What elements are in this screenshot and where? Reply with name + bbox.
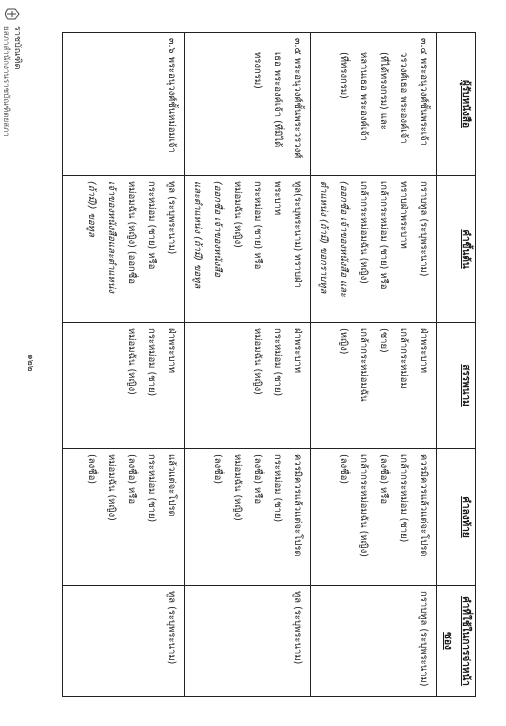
cell-text-line: เกล้ากระหม่อมฉัน (358, 328, 369, 402)
cell-text-line: (หญิง) (338, 328, 349, 355)
header-pronoun: สรรพนาม (437, 323, 476, 449)
cell-closing (185, 449, 311, 586)
cell-text-line: (ชาย) (378, 328, 389, 353)
cell-text-line: หม่อมฉัน (หญิง) (106, 454, 117, 521)
cell-text-line: กระหม่อม (ชาย) (272, 454, 283, 523)
cell-text-line: ทูล (ระบุพระนาม) (292, 591, 303, 665)
cell-text-line: กระหม่อม (ชาย) (146, 454, 157, 523)
cell-text-line: ตำแหน่ง (ถ้ามี) ขอกราบทูล (318, 181, 329, 294)
header-envelope: คำที่ใช้ในการจ่าหน้าซอง (437, 586, 476, 697)
cell-text-line: (ออกชื่อ เจ้าของหนังสือ และ (338, 181, 349, 297)
table-body (63, 33, 437, 697)
cell-pronoun (185, 323, 311, 449)
cell-text-line: แล้วแต่จะโปรด (166, 454, 177, 517)
header-opening: คำขึ้นต้น (437, 176, 476, 323)
cell-text-line: กระหม่อม (ชาย) (146, 328, 157, 397)
cell-text-line: (ลงชื่อ) (338, 454, 349, 485)
cell-opening (311, 176, 437, 323)
cell-text-line: เกล้ากระหม่อม (ชาย) หรือ (378, 181, 389, 290)
cell-text-line: ๓.๕ พระอนุวงศ์ชั้นพระวรวงศ์ (292, 38, 303, 159)
cell-text-line: (ลงชื่อ) (86, 454, 97, 485)
cell-pronoun (311, 323, 437, 449)
cell-text-line: กราบทูล (ระบุพระนาม) (418, 181, 429, 277)
cell-text-line: ทูล (ระบุพระนาม) (166, 591, 177, 665)
cell-text-line: ฝ่าพระบาท (292, 328, 303, 373)
cell-text-line: (ลงชื่อ) (212, 454, 223, 485)
header-row (437, 33, 476, 697)
cell-text-line: (ลงชื่อ) หรือ (378, 454, 389, 505)
cell-text-line: เธอ พระองค์เจ้า (ที่มิได้ (272, 52, 283, 148)
cell-text-line: พระบาท (272, 181, 283, 216)
cell-recipient (63, 33, 185, 176)
cell-text-line: ทูล(ระบุพระนาม) ทราบฝ่า (292, 181, 303, 288)
cell-text-line: เกล้ากระหม่อม (ชาย) (398, 454, 409, 543)
cell-text-line: ทรงกรม) (252, 52, 263, 89)
cell-text-line: ฝ่าพระบาท (166, 328, 177, 373)
cell-text-line: (ถ้ามี)) ขอทูล (86, 181, 97, 237)
cell-text-line: ๓.๖ พระอนุวงศ์ชั้นหม่อมเจ้า (166, 38, 177, 153)
cell-text-line: หม่อมฉัน (หญิง) (ออกชื่อ (126, 181, 137, 284)
cell-closing (311, 449, 437, 586)
cell-text-line: และตำแหน่ง (ถ้ามี) ขอทูล (192, 181, 203, 289)
cell-text-line: เกล้ากระหม่อม (398, 328, 409, 389)
cell-text-line: เกล้ากระหม่อมฉัน (หญิง) (358, 454, 369, 557)
cell-recipient (185, 33, 311, 176)
cell-closing (63, 449, 185, 586)
cell-text-line: (ลงชื่อ) หรือ (252, 454, 263, 505)
cell-text-line: หม่อมฉัน (หญิง) (252, 328, 263, 395)
cell-text-line: เจ้าของหนังสือและตำแหน่ง (106, 181, 117, 293)
cell-text-line: ๓.๔ พระอนุวงศ์ชั้นพระเจ้า (418, 38, 429, 146)
cell-text-line: ฝ่าพระบาท (418, 328, 429, 373)
cell-text-line: หม่อมฉัน (หญิง) (232, 181, 243, 248)
cell-recipient (311, 33, 437, 176)
emblem-icon (2, 6, 20, 22)
cell-text-line: ทราบฝ่าพระบาท (398, 181, 409, 249)
cell-text-line: (ออกชื่อ เจ้าของหนังสือ (212, 181, 223, 277)
cell-pronoun (63, 323, 185, 449)
cell-text-line: ควรมิควรแล้วแต่จะโปรด (292, 454, 303, 557)
cell-text-line: (ที่ทรงกรม) (338, 52, 349, 99)
cell-text-line: หลานเธอ พระองค์เจ้า (358, 52, 369, 141)
cell-text-line: (ที่ได้ทรงกรม) และ (378, 52, 389, 130)
cell-envelope (311, 586, 437, 697)
cell-envelope (63, 586, 185, 697)
cell-text-line: ทูล (ระบุพระนาม) (166, 181, 177, 255)
cell-text-line: (ลงชื่อ) หรือ (126, 454, 137, 505)
logo-title: ราชบัณฑิต (12, 26, 22, 70)
cell-text-line: กราบทูล (ระบุพระนาม) (418, 591, 429, 687)
header-recipient: ผู้รับหนังสือ (437, 33, 476, 176)
cell-opening (185, 176, 311, 323)
table-row (311, 33, 437, 697)
cell-text-line: กระหม่อม (ชาย) หรือ (252, 181, 263, 270)
royal-society-logo (0, 6, 22, 137)
cell-text-line: กระหม่อม (ชาย) หรือ (146, 181, 157, 270)
cell-text-line: หม่อมฉัน (หญิง) (232, 454, 243, 521)
cell-text-line: กระหม่อม (ชาย) (272, 328, 283, 397)
cell-envelope (185, 586, 311, 697)
table-row (63, 33, 185, 697)
page-number: ๑๒๒ (25, 354, 35, 372)
cell-text-line: วรวงศ์เธอ พระองค์เจ้า (398, 52, 409, 144)
table-row (185, 33, 311, 697)
correspondence-table (62, 32, 476, 697)
cell-text-line: ควรมิควรแล้วแต่จะโปรด (418, 454, 429, 557)
header-closing: คำลงท้าย (437, 449, 476, 586)
logo-subtitle: ยสภาสำนักงานราชบัณฑิตยสภา (2, 26, 11, 137)
cell-opening (63, 176, 185, 323)
cell-text-line: เกล้ากระหม่อมฉัน (หญิง) (358, 181, 369, 284)
cell-text-line: หม่อมฉัน (หญิง) (126, 328, 137, 395)
